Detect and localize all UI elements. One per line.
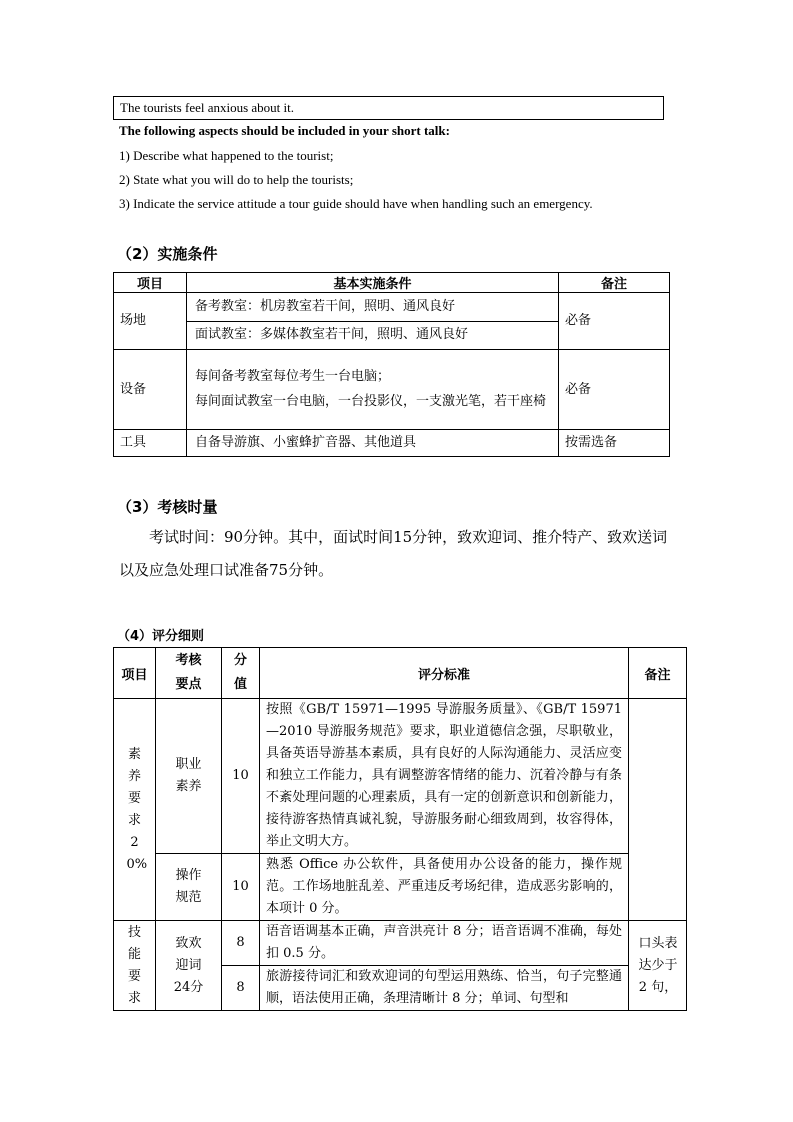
quality-label: 素养要求20% (114, 699, 156, 921)
venue-note: 必备 (559, 293, 670, 350)
score-cell: 8 (222, 921, 260, 966)
conditions-table (113, 272, 670, 457)
venue-exam-room: 面试教室：多媒体教室若干间，照明、通风良好 (187, 321, 559, 350)
header-cell: 评分标准 (260, 648, 629, 699)
tools-note: 按需选备 (559, 430, 670, 457)
equipment-note: 必备 (559, 350, 670, 430)
standard-cell: 旅游接待词汇和致欢迎词的句型运用熟练、恰当，句子完整通顺，语法使用正确，条理清晰计 8 分；单词、句型和 (260, 966, 629, 1011)
table-header-row (114, 648, 687, 699)
equipment-line: 每间备考教室每位考生一台电脑； (195, 368, 391, 384)
skill-label: 技能要求 (114, 921, 156, 1011)
tools-label: 工具 (114, 430, 187, 457)
note-cell (629, 699, 687, 921)
table-row (114, 293, 670, 322)
note-cell: 口头表达少于 2 句， (629, 921, 687, 1011)
section2-title: （2）实施条件 (117, 245, 218, 263)
standard-cell: 按照《GB/T 15971—1995 导游服务质量》、《GB/T 15971—2010 导游服务规范》要求，职业道德信念强，尽职敬业，具备英语导游基本素质，具有良好的人际沟通能力、灵活应变和独立工作能力，具有调整游客情绪的能力、沉着冷静与有条不紊处理问题的心理素质，具有一定的创新意识和创新能力，接待游客热情真诚礼貌，导游服务耐心细致周到，妆容得体，举止文明大方。 (260, 699, 629, 854)
table-row (114, 430, 670, 457)
point-cell: 操作规范 (156, 854, 222, 921)
standard-cell: 熟悉 Office 办公软件，具备使用办公设备的能力，操作规范。工作场地脏乱差、严重违反考场纪律，造成恶劣影响的，本项计 0 分。 (260, 854, 629, 921)
table-header-row (114, 273, 670, 293)
section3-title: （3）考核时量 (117, 498, 218, 516)
scenario-box: The tourists feel anxious about it. (113, 96, 664, 120)
table-row (114, 921, 687, 966)
aspect-item: 3) Indicate the service attitude a tour guide should have when handling such an emergency. (119, 196, 593, 211)
section4-title: （4）评分细则 (117, 629, 205, 644)
header-cell: 备注 (629, 648, 687, 699)
score-cell: 10 (222, 854, 260, 921)
tools-text: 自备导游旗、小蜜蜂扩音器、其他道具 (187, 430, 559, 457)
aspects-heading: The following aspects should be included in your short talk: (119, 123, 450, 138)
header-cell: 备注 (559, 273, 670, 293)
table-row (114, 854, 687, 921)
point-cell: 职业素养 (156, 699, 222, 854)
equipment-cell (187, 350, 559, 430)
table-row (114, 699, 687, 854)
header-cell: 项目 (114, 648, 156, 699)
scoring-table (113, 647, 687, 1011)
venue-prep-room: 备考教室：机房教室若干间，照明、通风良好 (187, 293, 559, 322)
header-cell: 基本实施条件 (187, 273, 559, 293)
point-cell: 致欢迎词24分 (156, 921, 222, 1011)
table-row (114, 350, 670, 430)
aspect-item: 2) State what you will do to help the tourists; (119, 172, 354, 187)
header-cell: 考核要点 (156, 648, 222, 699)
score-cell: 10 (222, 699, 260, 854)
header-cell: 分值 (222, 648, 260, 699)
header-cell: 项目 (114, 273, 187, 293)
aspect-item: 1) Describe what happened to the tourist; (119, 148, 334, 163)
standard-cell: 语音语调基本正确，声音洪亮计 8 分；语音语调不准确，每处扣 0.5 分。 (260, 921, 629, 966)
section3-paragraph (119, 521, 679, 587)
section3-text: 考试时间：90分钟。其中，面试时间15分钟，致欢迎词、推介特产、致欢送词以及应急处理口试准备75分钟。 (119, 528, 668, 579)
venue-label: 场地 (114, 293, 187, 350)
equipment-line: 每间面试教室一台电脑，一台投影仪，一支激光笔，若干座椅 (195, 393, 547, 409)
equipment-label: 设备 (114, 350, 187, 430)
score-cell: 8 (222, 966, 260, 1011)
